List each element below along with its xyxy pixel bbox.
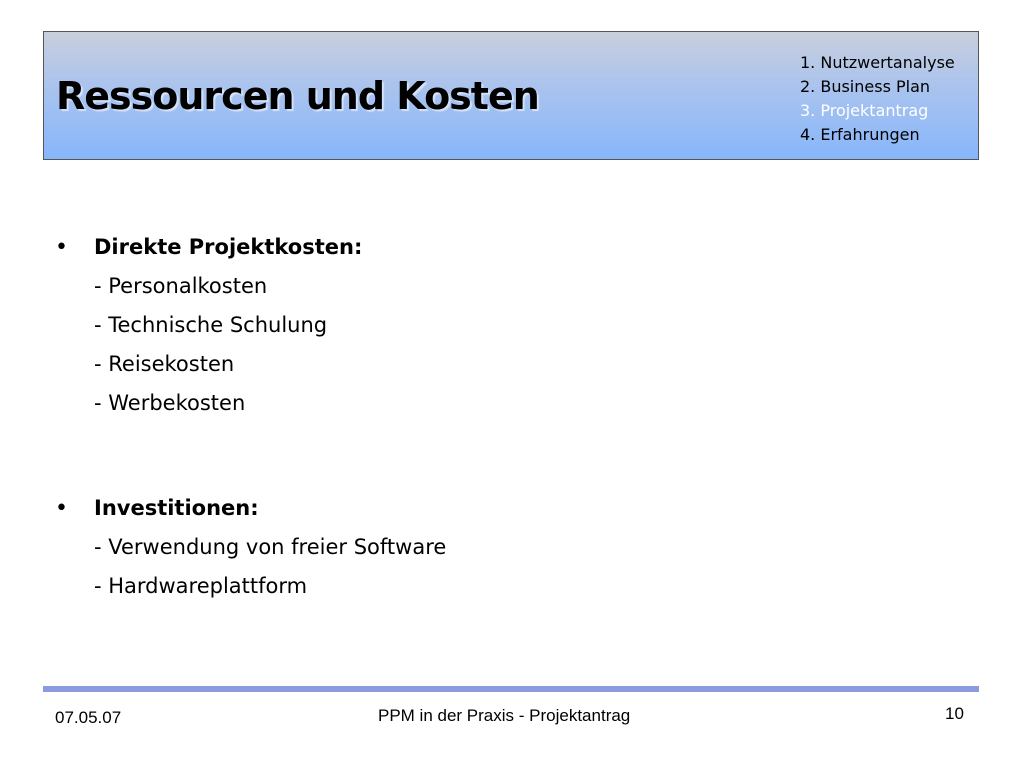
bullet-row bbox=[55, 489, 955, 528]
section-direkte-projektkosten bbox=[55, 228, 955, 423]
section-heading: Direkte Projektkosten: bbox=[94, 235, 363, 259]
list-item: - Reisekosten bbox=[94, 352, 235, 376]
bullet-icon: • bbox=[55, 235, 68, 260]
agenda-item-erfahrungen: 4. Erfahrungen bbox=[800, 125, 920, 144]
header-banner bbox=[43, 31, 979, 160]
list-item: - Werbekosten bbox=[94, 391, 246, 415]
bullet-icon: • bbox=[55, 496, 68, 521]
agenda-item-business-plan: 2. Business Plan bbox=[800, 77, 931, 96]
list-item: - Hardwareplattform bbox=[94, 574, 308, 598]
agenda-item-nutzwertanalyse: 1. Nutzwertanalyse bbox=[800, 53, 955, 72]
list-item: - Personalkosten bbox=[94, 274, 268, 298]
section-investitionen bbox=[55, 489, 955, 606]
footer-date: 07.05.07 bbox=[55, 708, 122, 727]
agenda-list bbox=[800, 51, 955, 147]
bullet-row bbox=[55, 228, 955, 267]
agenda-item-projektantrag-active: 3. Projektantrag bbox=[800, 101, 929, 120]
footer-divider bbox=[43, 686, 979, 692]
list-item: - Technische Schulung bbox=[94, 313, 328, 337]
list-item: - Verwendung von freier Software bbox=[94, 535, 447, 559]
slide-content bbox=[55, 228, 955, 606]
page-number: 10 bbox=[945, 704, 964, 723]
slide-title: Ressourcen und Kosten bbox=[56, 74, 539, 118]
footer-title: PPM in der Praxis - Projektantrag bbox=[378, 706, 631, 725]
section-heading: Investitionen: bbox=[94, 496, 259, 520]
